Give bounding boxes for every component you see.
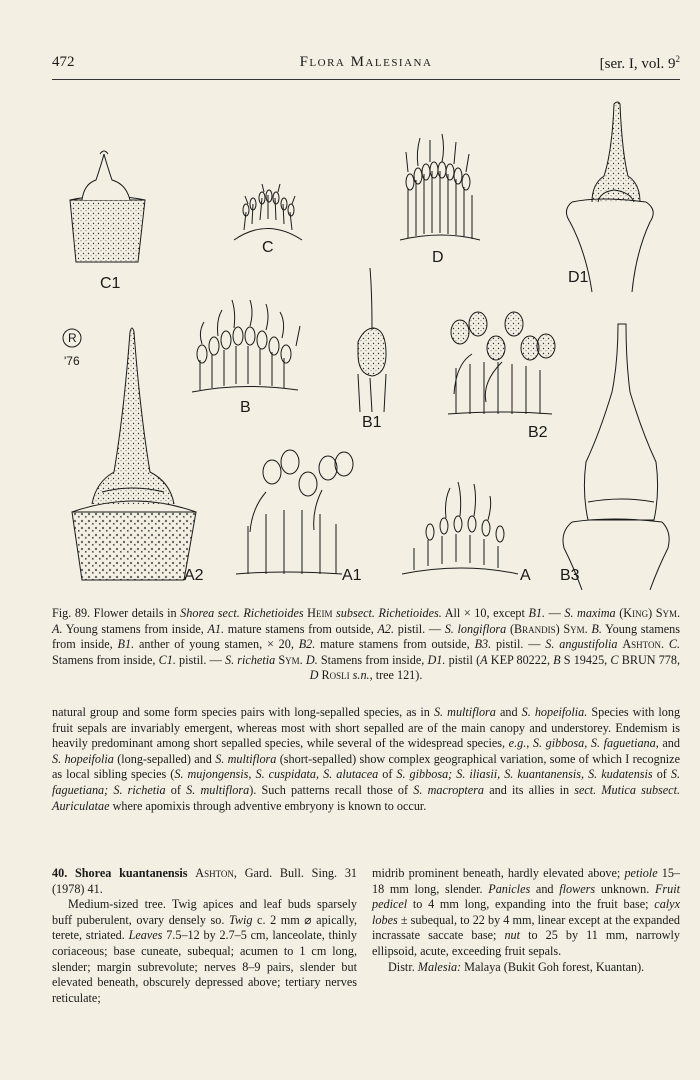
species-citation: Gard. Bull. Sing. 31 (1978) 41. [52, 866, 358, 896]
caption-figref: C. [668, 637, 681, 651]
drawing-d1-pistil [566, 102, 653, 292]
page-number: 472 [52, 54, 75, 70]
drawing-a-stamens [402, 482, 518, 574]
description-text: ± subequal, to 22 by 4 mm, linear except at the expanded incrassate saccate base; [372, 912, 680, 943]
caption-author: Ashton. [622, 637, 665, 651]
label-c: C [262, 239, 274, 256]
caption-figref: C1. [158, 652, 176, 667]
caption-figref: B1. [528, 606, 546, 620]
description-text: c. 2 mm ⌀ apically, terete, striated. [52, 912, 358, 943]
body-species: S. multiflora [186, 782, 250, 797]
caption-text: mature stamens from outside, [227, 621, 374, 636]
caption-author: Sym. [655, 606, 681, 620]
species-entry-left-column [52, 866, 357, 1006]
caption-taxon: Shorea sect. Richetioides [180, 606, 304, 620]
caption-figref: B [553, 652, 561, 667]
caption-figref: A1. [207, 621, 225, 636]
description-term: nut [504, 928, 521, 943]
journal-title: Flora Malesiana [299, 54, 433, 70]
distribution-region: Malesia: [417, 959, 462, 974]
caption-author: Heim [307, 606, 333, 620]
caption-figref: A. [52, 621, 63, 636]
caption-text: mature stamens from outside, [320, 637, 470, 651]
description-text: 15–18 mm long, slender. [372, 866, 681, 896]
body-species: S. hopeifolia [52, 751, 114, 766]
description-text: Medium-sized tree. Twig apices and leaf buds sparsely buff puberulent, ovary densely so. [52, 897, 357, 927]
label-b: B [240, 399, 251, 416]
caption-text: All × 10, except [444, 606, 525, 620]
caption-author: (Brandis) [509, 621, 560, 636]
description-text: to 4 mm long, expanding into the fruit base; [412, 897, 649, 912]
caption-figref: A2. [377, 621, 395, 636]
body-species: S. multiflora [215, 751, 277, 766]
distribution [372, 960, 680, 976]
body-species: S. multiflora [433, 705, 496, 719]
body-text: and [662, 736, 680, 751]
caption-specimen: tree 121). [375, 668, 423, 682]
header-rule [52, 79, 680, 80]
caption-species: S. maxima [564, 606, 616, 620]
caption-text: Stamens from inside, [52, 652, 156, 667]
caption-specimen: KEP 80222, [490, 652, 551, 667]
caption-text: Young stamens from inside, [52, 621, 680, 651]
description-text: and [535, 881, 554, 896]
label-d: D [432, 249, 444, 266]
caption-text: anther of young stamen, × 20, [138, 637, 294, 651]
drawing-c-stamens [234, 184, 302, 240]
drawing-c1-pistil [70, 151, 145, 262]
species-description-continued [372, 866, 680, 960]
description-term: calyx lobes [372, 897, 680, 927]
caption-figref: B3. [474, 637, 492, 651]
drawing-b3-pistil [563, 324, 669, 590]
description-text: 7.5–12 by 2.7–5 cm, lanceolate, thinly coriaceous; base cuneate, subequal; acumen to 1 cm long, slender; margin subrevolute; nerves 8–9 pairs, slender but elevated beneath, obscurely depressed above; tertiary nerves reticulate; [52, 928, 358, 1005]
description-text: to 25 by 11 mm, narrowly ellipsoid, acute, exceeding fruit sepals. [372, 928, 680, 958]
body-species: S. faguetiana; S. richetia [52, 767, 681, 797]
series-text: [ser. I, vol. 9 [599, 56, 676, 72]
description-term: Leaves [128, 928, 163, 943]
caption-figref: C [610, 652, 619, 667]
description-term: flowers [559, 881, 596, 896]
caption-text: pistil ( [448, 652, 481, 667]
body-text: of [170, 782, 181, 797]
label-a2: A2 [184, 567, 204, 584]
body-text: (long-sepalled) and [117, 751, 212, 766]
body-text: ). Such patterns recall those of [249, 782, 409, 797]
caption-taxon: subsect. Richetioides. [336, 606, 442, 620]
drawing-d-stamens [400, 134, 480, 240]
caption-figref: B2. [298, 637, 316, 651]
body-text: and [499, 705, 518, 719]
species-heading [52, 866, 357, 897]
body-text: where apomixis through adventive embryony is known to occur. [112, 798, 427, 813]
botanical-figure [52, 92, 680, 592]
species-name: 40. Shorea kuantanensis [52, 866, 188, 880]
label-d1: D1 [568, 269, 589, 286]
caption-author: Sym. [563, 621, 588, 636]
caption-text: pistil. — [397, 621, 442, 636]
label-b3: B3 [560, 567, 580, 584]
caption-figref: B. [591, 621, 602, 636]
caption-text: Young stamens from inside, [65, 621, 204, 636]
species-entry-right-column [372, 866, 680, 975]
label-b2: B2 [528, 424, 548, 441]
caption-author: Sym. [278, 652, 303, 667]
body-species: S. gibbosa; S. iliasii, S. kuantanensis, S. kudatensis [396, 767, 653, 782]
caption-species: S. angustifolia [545, 637, 618, 651]
caption-figref: D1. [427, 652, 446, 667]
caption-figref: A [480, 652, 488, 667]
page-header [52, 54, 680, 76]
figure-drawing [52, 92, 680, 592]
body-text: Species with long fruit sepals are invariably emergent, whereas most with short sepalled are of the main canopy and understorey. Endemism is heavily predominant among short sepalled species, while several of the widespread species, [52, 705, 681, 751]
drawing-b-stamens [192, 300, 300, 392]
caption-specimen: S 19425, [563, 652, 608, 667]
species-author: Ashton, [195, 866, 237, 880]
caption-text: Fig. 89. Flower details in [52, 606, 177, 620]
series-label [600, 54, 680, 73]
drawing-b2-stamens [448, 312, 555, 414]
body-species: S. mujongensis, S. cuspidata, S. alutacea [174, 767, 379, 782]
label-a1: A1 [342, 567, 362, 584]
drawing-b1-anther [358, 268, 386, 412]
caption-text: pistil. — [179, 652, 222, 667]
description-text: unknown. [600, 881, 650, 896]
description-term: petiole [624, 866, 658, 880]
body-text: (short-sepalled) show complex geographical variation, some of which I recognize as local sibling species ( [52, 751, 681, 782]
description-term: Twig [228, 912, 253, 927]
label-c1: C1 [100, 275, 121, 292]
body-paragraph [52, 705, 680, 814]
caption-collector: Rosli [321, 668, 350, 682]
caption-species: S. richetia [224, 652, 276, 667]
caption-figref: D. [305, 652, 318, 667]
caption-author: (King) [619, 606, 653, 620]
description-term: Fruit pedicel [372, 881, 681, 912]
body-species: S. hopeifolia. [521, 705, 588, 719]
caption-specimen: s.n., [352, 668, 373, 682]
caption-figref: B1. [117, 637, 135, 651]
description-term: Panicles [488, 881, 531, 896]
caption-dash: — [548, 606, 561, 620]
body-species: e.g., S. gibbosa, S. faguetiana, [508, 736, 659, 751]
series-superscript: 2 [675, 54, 680, 64]
body-text: and its allies in [489, 782, 570, 797]
drawing-a1-stamens [236, 450, 353, 574]
caption-text: Stamens from inside, [320, 652, 425, 667]
label-b1: B1 [362, 414, 382, 431]
caption-text: pistil. — [496, 637, 541, 651]
body-taxon: sect. Mutica subsect. Auriculatae [52, 782, 681, 813]
body-text: of [656, 767, 667, 782]
caption-species: S. longiflora [444, 621, 507, 636]
drawing-a2-pistil [72, 328, 196, 580]
description-text: midrib prominent beneath, hardly elevated above; [372, 866, 621, 880]
label-monogram: R [68, 331, 77, 345]
figure-caption [52, 606, 680, 684]
distribution-label: Distr. [388, 959, 415, 974]
caption-figref: D [309, 668, 319, 682]
label-a: A [520, 567, 531, 584]
species-description [52, 897, 357, 1006]
body-text: natural group and some form species pairs with long-sepalled species, as in [52, 705, 430, 719]
body-species: S. macroptera [413, 782, 485, 797]
caption-specimen: BRUN 778, [621, 652, 681, 667]
distribution-text: Malaya (Bukit Goh forest, Kuantan). [464, 959, 645, 974]
label-year: '76 [64, 354, 80, 368]
body-text: of [382, 767, 393, 782]
